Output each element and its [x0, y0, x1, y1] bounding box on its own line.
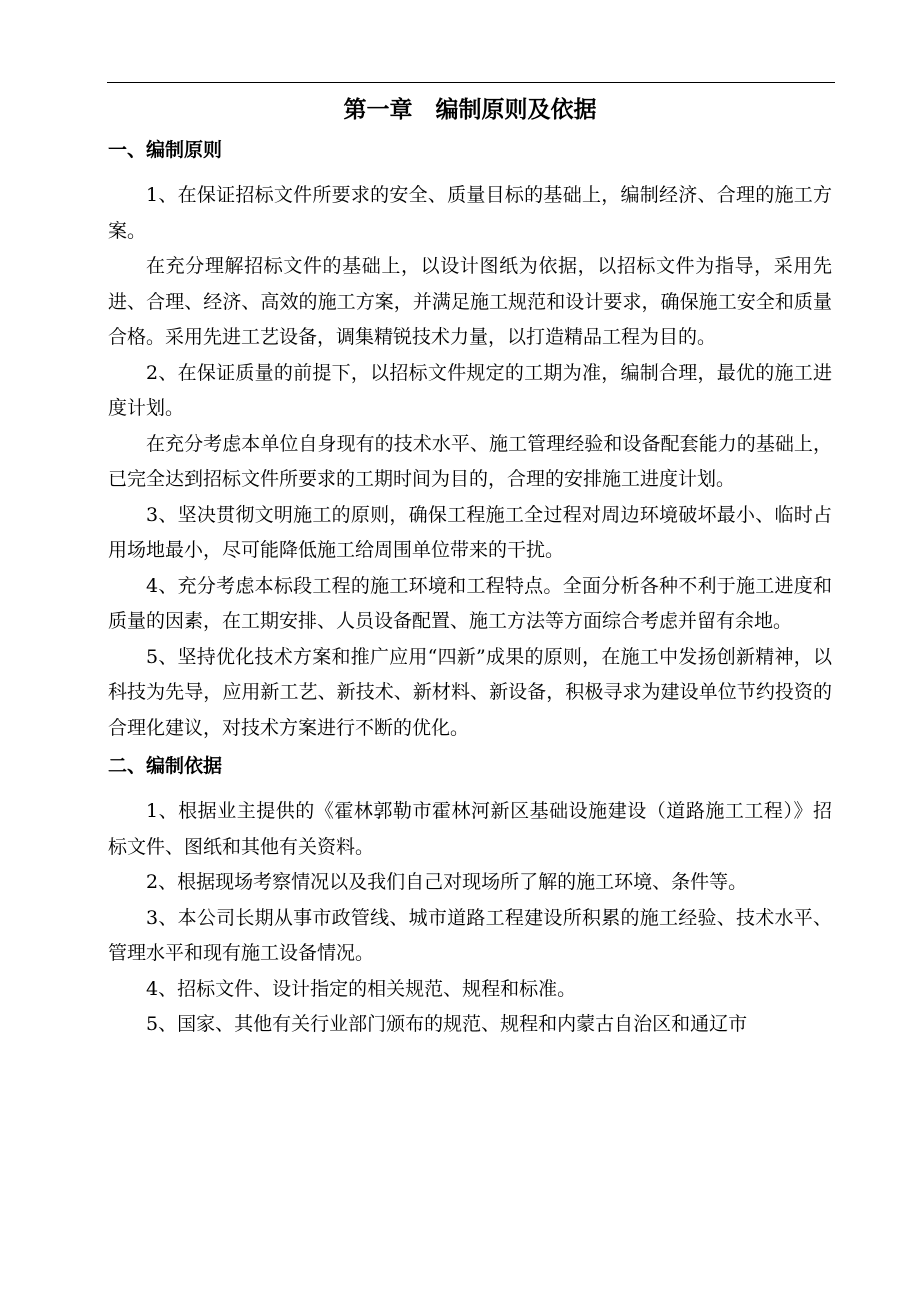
chapter-title: 第一章 编制原则及依据 [343, 96, 597, 123]
paragraph: 4、充分考虑本标段工程的施工环境和工程特点。全面分析各种不利于施工进度和质量的因素，在工期安排、人员设备配置、施工方法等方面综合考虑并留有余地。 [108, 574, 832, 632]
paragraph: 5、坚持优化技术方案和推广应用“四新”成果的原则，在施工中发扬创新精神，以科技为先导，应用新工艺、新技术、新材料、新设备，积极寻求为建设单位节约投资的合理化建议，对技术方案进行不断的优化。 [108, 645, 832, 739]
paragraph: 2、在保证质量的前提下，以招标文件规定的工期为准，编制合理，最优的施工进度计划。 [108, 361, 832, 419]
paragraph: 5、国家、其他有关行业部门颁布的规范、规程和内蒙古自治区和通辽市 [146, 1013, 748, 1035]
document-body [108, 90, 832, 1043]
paragraph: 1、在保证招标文件所要求的安全、质量目标的基础上，编制经济、合理的施工方案。 [108, 184, 832, 242]
paragraph: 3、本公司长期从事市政管线、城市道路工程建设所积累的施工经验、技术水平、管理水平和现有施工设备情况。 [108, 906, 832, 964]
header-rule [107, 82, 835, 83]
paragraph: 4、招标文件、设计指定的相关规范、规程和标准。 [146, 977, 577, 1000]
section-heading-principles: 一、编制原则 [108, 139, 223, 161]
section-heading-basis: 二、编制依据 [108, 755, 223, 777]
paragraph: 3、坚决贯彻文明施工的原则，确保工程施工全过程对周边环境破坏最小、临时占用场地最小，尽可能降低施工给周围单位带来的干扰。 [108, 503, 832, 561]
paragraph: 2、根据现场考察情况以及我们自己对现场所了解的施工环境、条件等。 [146, 871, 748, 893]
paragraph: 在充分考虑本单位自身现有的技术水平、施工管理经验和设备配套能力的基础上，已完全达到招标文件所要求的工期时间为目的，合理的安排施工进度计划。 [108, 432, 832, 490]
paragraph: 1、根据业主提供的《霍林郭勒市霍林河新区基础设施建设（道路施工工程）》招标文件、图纸和其他有关资料。 [108, 800, 832, 858]
paragraph: 在充分理解招标文件的基础上，以设计图纸为依据，以招标文件为指导，采用先进、合理、经济、高效的施工方案，并满足施工规范和设计要求，确保施工安全和质量合格。采用先进工艺设备，调集精锐技术力量，以打造精品工程为目的。 [108, 255, 832, 348]
